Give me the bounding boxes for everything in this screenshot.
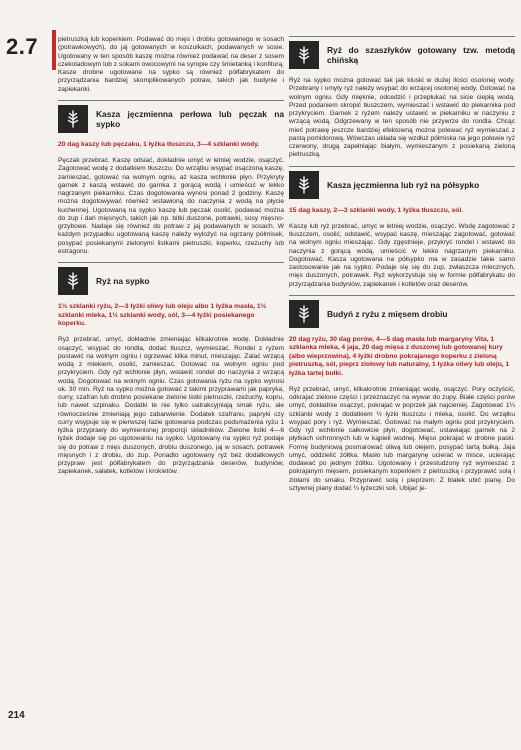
ingredients: 15 dag kaszy, 2—3 szklanki wody, 1 łyżka tłuszczu, sól. — [289, 206, 464, 214]
right-column — [289, 36, 515, 493]
page-number: 214 — [8, 710, 25, 721]
recipe-title: Kasza jęczmienna perłowa lub pęczak na sypko — [96, 108, 284, 129]
wheat-icon — [289, 171, 319, 199]
wheat-icon — [289, 300, 319, 328]
left-column — [58, 36, 284, 477]
recipe-instructions: Ryż przebrać, umyć, kilkakrotnie zmieniając wodę, osączyć. Pory oczyścić, odkrajać zielone części i przeznaczyć na wywar do zupy. Białe części porów umyć, dokładnie osączyć, pokrajać w poprzek jak najcieniej. Zagotować 1¼ szklanki wody z dodatkiem ½ łyżki tłuszczu i mleka, osolić. Do wrzątku wsypać pory i ryż. Wymieszać. Gotować na małym ogniu pod przykryciem. Gdy ryż wchłonie całkowicie płyn, dogotować, ustawiając garnek na 2 płytkach ochronnych lub w kąpieli wodnej. Mięso pokrajać w drobne paski. Formę budyniową posmarować oliwą lub olejem, posypać tartą bułką. Jaja umyć, oddzielić żółtka. Masło lub margarynę ucierać w misce, ucierając dodawać po jednym żółtku. Ugotowany i przestudzony ryż wymieszać z pokrajanym mięsem, posiekanym koperkiem z pietruszką i przyprawić solą i ziołami do smaku. Przyprawić solą i pieprzem. Z białek ubić pianę. Do sztywnej piany dodać ¼ łyżeczki soli. Ubijać je- — [289, 385, 515, 492]
recipe-title: Kasza jęczmienna lub ryż na półsypko — [327, 179, 480, 190]
recipe-instructions: Kaszę lub ryż przebrać, umyć w letniej wodzie, osączyć. Wodę zagotować z tłuszczem, osolić, odstawić, wsypać kaszę, mieszając zagotować, gotować na wolnym ogniu mieszając. Gdy zgęstnieje, przykryć rondel i wstawić do naczynia z gorącą wodą, umieścić w lekko nagrzanym piekarniku. Dogotować. Kasza ugotowana na półsypko ma w zasadzie takie samo zastosowanie jak na sypko. Podaje się się do zup, zwłaszcza mlecznych, mięs duszonych, potrawek. Ryż wykorzystuje się w formie półfabrykatu do przyrządzania budyniów, zapiekanek i kotletów oraz deserów. — [289, 222, 515, 288]
recipe-title: Budyń z ryżu z mięsem drobiu — [327, 308, 448, 319]
continued-text: pietruszką lub koperkiem. Podawać do mięs i drobiu gotowanego w sosach (potrawkowych), do jaj gotowanych w koszulkach, podawanych w sosie. Ugotowany w ten sposób kaszę można również podawać na deser z sosem czekoladowym lub z sokami owocowymi na syropie czy śmietanką i konfiturą. Kasze drobne ugotowane na sypko są również półfabrykatem do przyrządzania bardziej skomplikowanych potraw, takich jak budynie i zapiekanki. — [58, 36, 284, 93]
recipe-heading — [58, 100, 284, 133]
recipe-instructions: Pęczak przebrać. Kaszę odsiać, dokładnie umyć w letniej wodzie, osączyć. Zagotować wodę z dodatkiem tłuszczu. Do wrzątku wsypać osączoną kaszę, zamieszać, gotować na wolnym ogniu, aż kasza wchłonie płyn. Przykryty garnek z kaszą wstawić do garnka z gorącą wodą i umieścić w lekko nagrzanym piekarniku. Czas dogotowania wynosi ponad 2 godziny. Kaszę można dogotowywać również wstawioną do naczynia z wodą na płycie kuchennej. Ugotowaną na sypko kaszę lub pęczak osolić, podawać można do zup i dań mięsnych, takich jak np. bitki duszone, potrawki, sosy mięsno-grzybowe. Nadaje się również do potraw z jaj podawanych w sosach. W każdym przypadku ugotowaną kaszę należy wyłożyć na ogrzany półmisek, posypać posiekanymi zielonymi listkami pietruszki, koperku, rzeżuchy lub estragonu. — [58, 157, 284, 255]
wheat-icon — [289, 41, 319, 69]
recipe-instructions: Ryż przebrać, umyć, dokładnie zmieniając kilkakrotnie wodę. Dokładnie osączyć, wsypać do rondla, dodać tłuszcz, wymieszać. Rondel z ryżem postawić na wolnym ogniu i ogrzewać kilka minut, mieszając. Zalać wrzącą wodą z mlekiem, osolić, zamieszać. Gotować na wolnym ogniu pod przykryciem. Gdy ryż wchłonie płyn, wstawić rondel do naczynia z wrzącą wodą. Dogotować na wolnym ogniu. Czas gotowania ryżu na sypko wynosi ok. 30 min. Ryż na sypko można gotować z takimi przyprawami jak papryka, curry, szafran lub drobno posiekane zielone listki pietruszki, rzeżuchy, kopru, lub nawet szpinaku. Dodatki te nie tylko uatrakcyjniają smak ryżu, ale równocześnie zmieniają jego zabarwienie. Dodatek szafranu, papryki czy curry wsypuje się w pierwszej fazie gotowania podczas podsmażenia ryżu 1 łyżka przyprawy do wymienionej proporcji składników. Zielone listki 4—6 łyżek dodaje się po ugotowaniu na sypko. Ugotowany na sypko ryż podaje się do potraw z mięs duszonych, drobiu duszonego, jaj w sosach, potrawek mięsnych i z drobiu, do zup. Ponadto ugotowany ryż bez dodatkowych przypraw jest półfabrykatem do przyrządzania deserów, budyniów, zapiekanek, sałatek, kotletów i krokietów. — [58, 336, 284, 476]
wheat-icon — [58, 105, 88, 133]
recipe-title: Ryż na sypko — [96, 276, 150, 287]
recipe-heading — [289, 166, 515, 199]
recipe-title: Ryż do szaszłyków gotowany tzw. metodą chińską — [327, 45, 515, 65]
ingredients: 20 dag kaszy lub pęczaku, 1 łyżka tłuszczu, 3—4 szklanki wody. — [58, 140, 260, 148]
recipe-heading — [58, 262, 284, 295]
ingredients: 1½ szklanki ryżu, 2—3 łyżki oliwy lub oleju albo 1 łyżka masła, 1½ szklanki mleka, 1½ szklanki wody, sól, 3—4 łyżki posiekanego koperku. — [58, 303, 267, 327]
recipe-heading — [289, 295, 515, 328]
ingredients: 20 dag ryżu, 30 dag porów, 4—5 dag masła lub margaryny Vita, 1 szklanka mleka, 4 jaja, 20 dag mięsa z duszonej lub gotowanej kury (albo wieprzowina), 4 łyżki drobno pokrajanego koperku z zieloną pietruszką, sól, pieprz ziołowy lub naturalny, 1 łyżka oliwy lub oleju, 1 łyżka tartej bułki. — [289, 335, 510, 377]
chapter-marker-bar — [52, 30, 56, 70]
chapter-number: 2.7 — [6, 34, 39, 59]
wheat-icon — [58, 267, 88, 295]
recipe-instructions: Ryż na sypko można gotować tak jak kluski w dużej ilości osolonej wody. Przebrany i umyty ryż należy wsypać do wrzącej osolonej wody. Gotować na wolnym ogniu. Gdy mięknie, odcedzić i przepłukać na sicie ciepłą wodą. Przed podaniem skropić tłuszczem, wymieszać i wstawić do piekarnika pod przykryciem. Garnek z ryżem należy ustawić w piekarniku w naczyniu z wrzącą wodą. Odgrzewany w ten sposób nie przywrze do rondla. Chcąc mieć potrawę jeszcze bardziej efektowną można polewać ryż wymieszać z pastą pomidorową. Wówczas układa się wzdłuż półmiska na jego połowie ryż czerwony, drugą zapełniając białym, wymieszanym z posiekaną zieloną pietruszką. — [289, 77, 515, 159]
recipe-heading — [289, 36, 515, 69]
